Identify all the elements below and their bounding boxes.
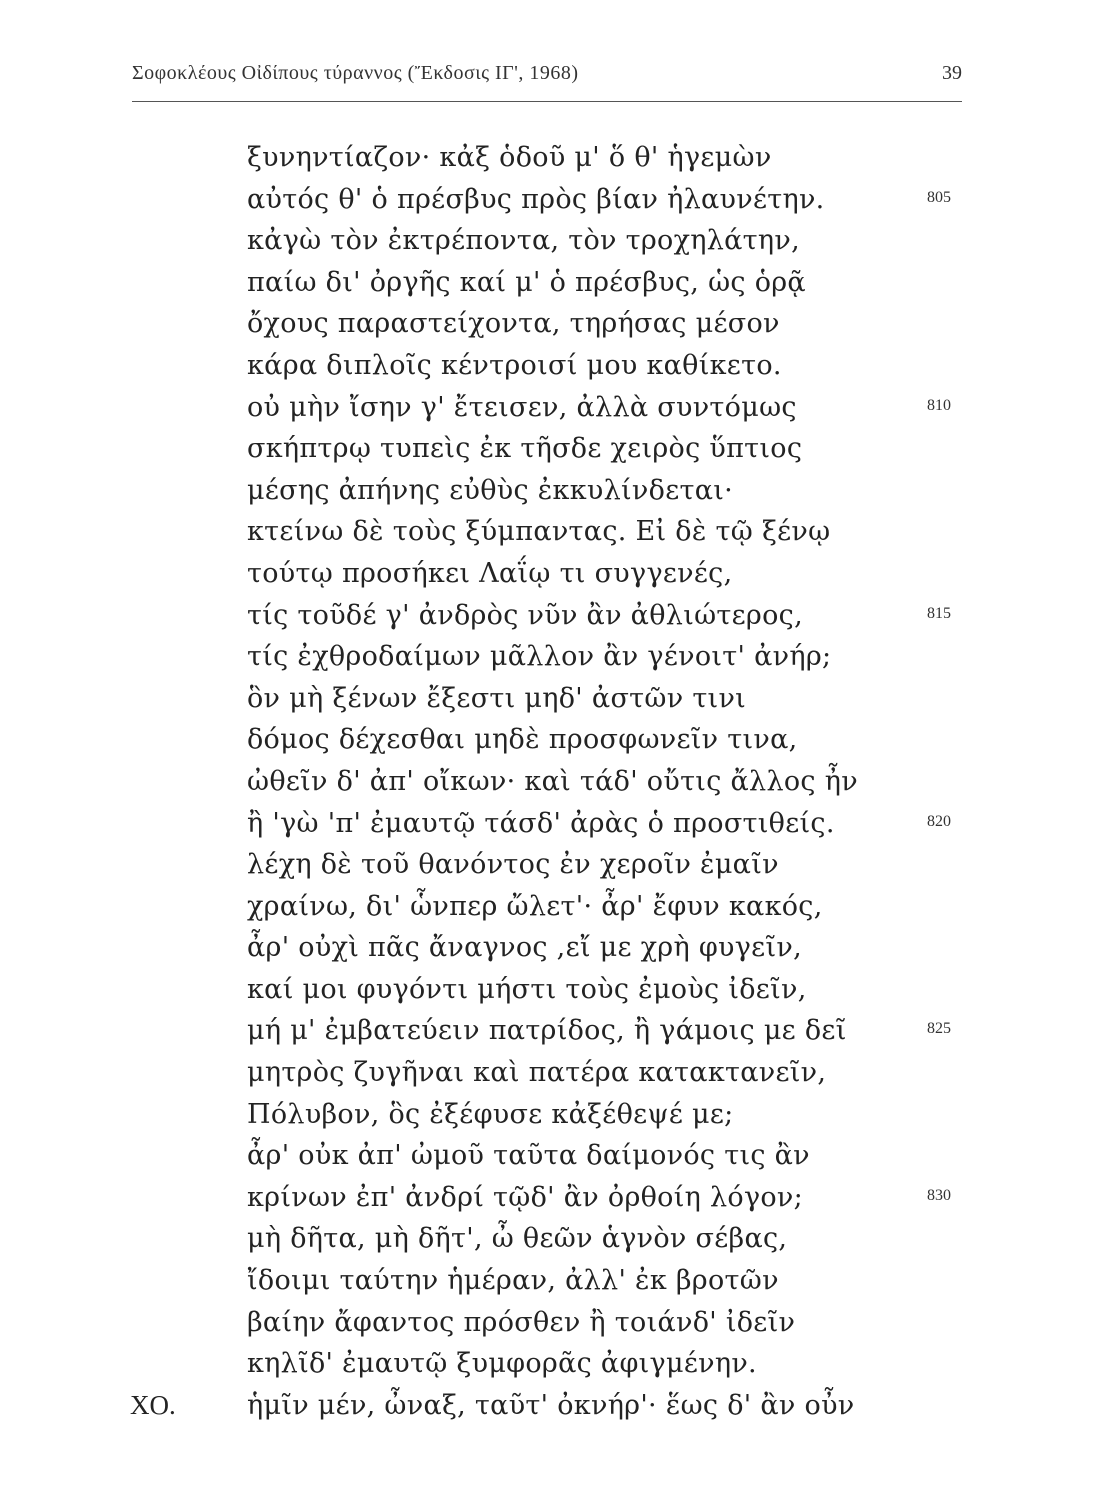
verse-text: ἢ 'γὼ 'π' ἐμαυτῷ τάσδ' ἀρὰς ὁ προστιθείς.: [247, 807, 835, 839]
verse-text: ἴδοιμι ταύτην ἡμέραν, ἀλλ' ἐκ βροτῶν: [247, 1265, 779, 1297]
running-header: [132, 62, 962, 102]
verse-text: ξυνηντίαζον· κἀξ ὁδοῦ μ' ὅ θ' ἡγεμὼν: [247, 142, 772, 173]
verse-line: [0, 886, 1096, 928]
verse-text: Πόλυβον, ὃς ἐξέφυσε κἀξέθεψέ με;: [247, 1098, 734, 1130]
verse-text: κάρα διπλοῖς κέντροισί μου καθίκετο.: [247, 349, 782, 381]
header-title: Σοφοκλέους Οἰδίπους τύραννος (Ἔκδοσις ΙΓ', 1968): [132, 62, 579, 84]
verse-line: [0, 428, 1096, 470]
verse-line: [0, 345, 1096, 387]
line-number: 810: [927, 396, 951, 414]
verse-text: δόμος δέχεσθαι μηδὲ προσφωνεῖν τινα,: [247, 724, 798, 756]
verse-text: παίω δι' ὀργῆς καί μ' ὁ πρέσβυς, ὡς ὁρᾷ: [247, 266, 806, 298]
verse-line: [0, 1094, 1096, 1136]
verse-text: ἆρ' οὐχὶ πᾶς ἄναγνος ,εἴ με χρὴ φυγεῖν,: [247, 932, 802, 964]
verse-line: [0, 553, 1096, 595]
verse-line: [0, 969, 1096, 1011]
verse-line: [0, 636, 1096, 678]
verse-text: ὃν μὴ ξένων ἔξεστι μηδ' ἀστῶν τινι: [247, 682, 747, 714]
verse-line: [0, 179, 1096, 221]
verse-text: μέσης ἀπήνης εὐθὺς ἐκκυλίνδεται·: [247, 474, 734, 506]
verse-line: [0, 1218, 1096, 1260]
verse-line: [0, 1385, 1096, 1427]
verse-text: ἆρ' οὐκ ἀπ' ὠμοῦ ταῦτα δαίμονός τις ἂν: [247, 1140, 810, 1172]
page-number: 39: [942, 62, 962, 84]
verse-text: οὐ μὴν ἴσην γ' ἔτεισεν, ἀλλὰ συντόμως: [247, 391, 797, 423]
verse-text: βαίην ἄφαντος πρόσθεν ἢ τοιάνδ' ἰδεῖν: [247, 1306, 796, 1338]
verse-text: αὐτός θ' ὁ πρέσβυς πρὸς βίαν ἠλαυνέτην.: [247, 183, 825, 215]
line-number: 830: [927, 1186, 951, 1204]
verse-line: [0, 1135, 1096, 1177]
verse-text: ὄχους παραστείχοντα, τηρήσας μέσον: [247, 308, 780, 340]
verse-text: μή μ' ἐμβατεύειν πατρίδος, ἢ γάμοις με δεῖ: [247, 1015, 847, 1047]
verse-text: κρίνων ἐπ' ἀνδρί τῷδ' ἂν ὀρθοίη λόγον;: [247, 1181, 804, 1213]
verse-line: [0, 470, 1096, 512]
verse-text: ἡμῖν μέν, ὦναξ, ταῦτ' ὀκνήρ'· ἕως δ' ἂν οὖν: [247, 1389, 855, 1421]
verse-line: [0, 1052, 1096, 1094]
verse-line: [0, 1260, 1096, 1302]
verse-text: σκήπτρῳ τυπεὶς ἐκ τῆσδε χειρὸς ὕπτιος: [247, 433, 803, 465]
verse-line: [0, 761, 1096, 803]
verse-text: λέχη δὲ τοῦ θανόντος ἐν χεροῖν ἐμαῖν: [247, 849, 779, 881]
verse-text: ὠθεῖν δ' ἀπ' οἴκων· καὶ τάδ' οὔτις ἄλλος ἦν: [247, 765, 858, 797]
verse-line: [0, 595, 1096, 637]
verse-line: [0, 303, 1096, 345]
verse-text: τίς τοῦδέ γ' ἀνδρὸς νῦν ἂν ἀθλιώτερος,: [247, 599, 803, 631]
line-number: 825: [927, 1020, 951, 1038]
verse-line: [0, 803, 1096, 845]
verse-line: [0, 387, 1096, 429]
verse-text: χραίνω, δι' ὧνπερ ὤλετ'· ἆρ' ἔφυν κακός,: [247, 890, 823, 922]
line-number: 805: [927, 188, 951, 206]
verse-line: [0, 1177, 1096, 1219]
verse-text: κηλῖδ' ἐμαυτῷ ξυμφορᾶς ἀφιγμένην.: [247, 1348, 757, 1380]
verse-line: [0, 137, 1096, 179]
verse-line: [0, 1302, 1096, 1344]
verse-text: τούτῳ προσήκει Λαΐῳ τι συγγενές,: [247, 557, 733, 589]
verse-text: κτείνω δὲ τοὺς ξύμπαντας. Εἰ δὲ τῷ ξένῳ: [247, 516, 831, 548]
verse-line: [0, 511, 1096, 553]
verse-text: τίς ἐχθροδαίμων μᾶλλον ἂν γένοιτ' ἀνήρ;: [247, 641, 832, 673]
header-rule: [132, 101, 962, 102]
line-number: 820: [927, 812, 951, 830]
verse-text: κἀγὼ τὸν ἐκτρέποντα, τὸν τροχηλάτην,: [247, 225, 800, 257]
verse-line: [0, 262, 1096, 304]
verse-block: [0, 137, 1096, 1426]
verse-line: [0, 1010, 1096, 1052]
verse-line: [0, 1343, 1096, 1385]
verse-line: [0, 678, 1096, 720]
verse-line: [0, 220, 1096, 262]
verse-text: μὴ δῆτα, μὴ δῆτ', ὦ θεῶν ἁγνὸν σέβας,: [247, 1223, 788, 1255]
verse-line: [0, 719, 1096, 761]
verse-text: μητρὸς ζυγῆναι καὶ πατέρα κατακτανεῖν,: [247, 1057, 827, 1089]
verse-line: [0, 844, 1096, 886]
line-number: 815: [927, 604, 951, 622]
speaker-label: ΧΟ.: [130, 1389, 176, 1420]
verse-line: [0, 927, 1096, 969]
verse-text: καί μοι φυγόντι μήστι τοὺς ἐμοὺς ἰδεῖν,: [247, 973, 807, 1005]
